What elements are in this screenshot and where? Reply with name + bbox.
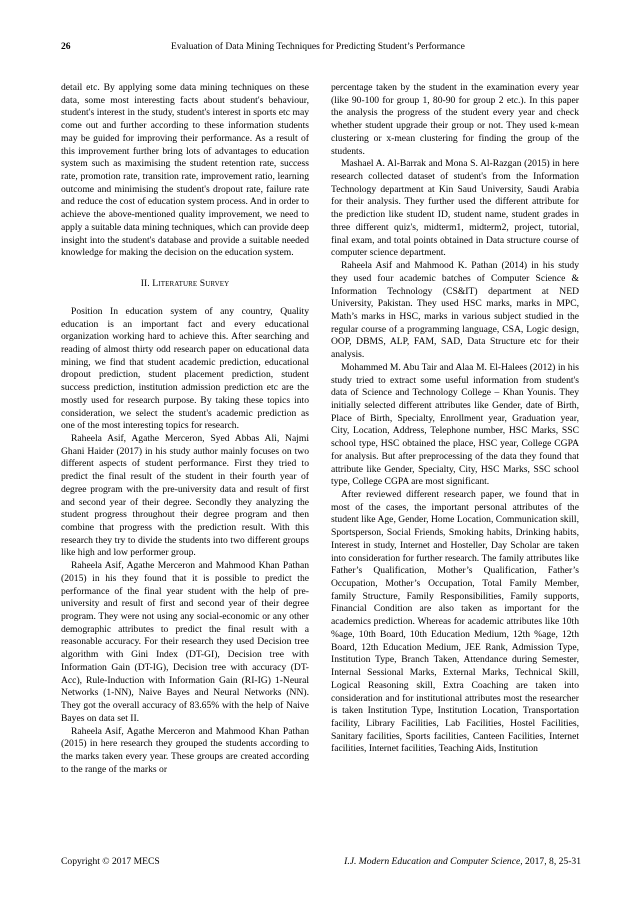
paragraph-intro-continued: detail etc. By applying some data mining techniques on these data, some most interesting facts about student's behaviour, student's interest in the study, student's interest in sports etc may come out and further according to these information students may be guided for improving their performance. As a result of this improvement further bring lots of advantages to education system such as maximising the student retention rate, success rate, promotion rate, transition rate, improvement ratio, learning outcome and minimising the student's dropout rate, failure rate and reduce the cost of education system process. And in order to achieve the above-mentioned quality improvement, we need to apply a suitable data mining techniques, which can provide deep insight into the student's database and provide a suitable needed knowledge for making the decision on the education system. [61,82,309,259]
section-heading-literature-survey: II. Literature Survey [140,278,230,290]
page-footer [61,855,581,869]
paragraph-asif-2014: Raheela Asif and Mahmood K. Pathan (2014) in his study they used four academic batches of Computer Science & Information Technology (CS&IT) department at NED University, Pakistan. They used HSC marks, marks in MPC, Math’s marks in HSC, marks in various subject studied in the regular course of a programming language, CSA, Logic design, OOP, DBMS, ALP, FAM, SAD, Data Structure etc for their analysis. [331,260,579,361]
running-title: Evaluation of Data Mining Techniques for Predicting Student’s Performance [171,41,465,52]
paragraph-attributes-summary: After reviewed different research paper, we found that in most of the cases, the important personal attributes of the student like Age, Gender, Home Location, Communication skill, Sportsperson, Social Friends, Smoking habits, Drinking habits, Interest in study, Internet and Hosteller, Day Scholar are taken into consideration for further research. The family attributes like Father’s Qualification, Mother’s Qualification, Father’s Occupation, Mother’s Occupation, Total Family Member, family Structure, Family Responsibilities, Family supports, Financial Condition are also taken as important for the academics prediction. Whereas for academic attributes like 10th %age, 10th Board, 10th Education Medium, 12th %age, 12th Board, 12th Education Medium, JEE Rank, Admission Type, Institution Type, Branch Taken, Attendance during Semester, Internal Sessional Marks, External Marks, Technical Skill, Logical Reasoning skill, Extra Coaching are taken into consideration and for institutional attributes most the researcher is taken Institution Type, Institution Location, Transportation facility, Library Facilities, Lab Facilities, Hostel Facilities, Sanitary facilities, Sports facilities, Canteen Facilities, Internet facilities, Internet facilities, Teaching Aids, Institution [331,489,579,755]
paragraph-survey-overview: Position In education system of any country, Quality education is an important fact and every educational organization working hard to achieve this. After searching and reading of almost thirty odd research paper on educational data mining, we find that student academic prediction, educational dropout prediction, student placement prediction, student success prediction, institution admission prediction etc are the mostly used for research purpose. By taking these topics into consideration, we select the student's academic prediction as one of the most interesting topics for research. [61,305,309,432]
right-column [331,82,579,756]
paragraph-asif-2015-b: Raheela Asif, Agathe Merceron and Mahmood Khan Pathan (2015) in here research they grouped the students according to the marks taken every year. These groups are created according to the range of the marks or [61,725,309,775]
journal-name: I.J. Modern Education and Computer Science, [344,856,523,867]
page-header [61,40,581,54]
paragraph-asif-2015-a: Raheela Asif, Agathe Merceron and Mahmood Khan Pathan (2015) in his they found that it is possible to predict the performance of the final year student with the help of pre-university and result of first and second year of their degree program. They were not using any social-economic or any other demographic attributes to predict the final result with a reasonable accuracy. For their research they used Decision tree algorithm with Gini Index (DT-GI), Decision tree with Information Gain (DT-IG), Decision tree with accuracy (DT-Acc), Rule-Induction with Information Gain (RI-IG) 1-Neural Networks (1-NN), Naive Bayes and Neural Networks (NN). They got the overall accuracy of 83.65% with the help of Naive Bayes on data set II. [61,560,309,724]
paragraph-asif-2015-b-continued: percentage taken by the student in the examination every year (like 90-100 for group 1, 80-90 for group 2 etc.). In this paper the analysis the progress of the student every year and check whether student upgrade their group or not. They used k-mean clustering or x-mean clustering for finding the group of the students. [331,82,579,157]
page-number: 26 [61,41,71,52]
left-column [61,82,309,776]
copyright-notice: Copyright © 2017 MECS [61,856,160,867]
paragraph-asif-2017: Raheela Asif, Agathe Merceron, Syed Abbas Ali, Najmi Ghani Haider (2017) in his study author mainly focuses on two different aspects of student performance. First they tried to predict the final result of the student in their fourth year of degree program with the pre-university data and result of first and second year of their degree. Secondly they analyzing the student progress throughout their degree program and then combine that progress with the prediction result. With this research they try to divide the students into two different groups like high and low performer group. [61,432,309,559]
journal-volume-pages: 2017, 8, 25-31 [522,856,581,867]
journal-citation [344,855,581,869]
paragraph-abu-tair-2012: Mohammed M. Abu Tair and Alaa M. El-Halees (2012) in his study tried to extract some useful information from student's data of Science and Technology College – Khan Younis. They initially selected different attributes like Gender, date of Birth, Place of Birth, Specialty, Enrollment year, Graduation year, City, Location, Address, Telephone number, HSC Marks, SSC school type, HSC obtained the place, HSC year, College CGPA for analysis. But after preprocessing of the data they found that attribute like Gender, Specialty, City, HSC Marks, SSC school type, College CGPA are most significant. [331,361,579,488]
paragraph-al-barrak-2015: Mashael A. Al-Barrak and Mona S. Al-Razgan (2015) in here research collected dataset of student's from the Information Technology department at Kin Saud University, Saudi Arabia for their analysis. They further used the different attribute for the prediction like student ID, student name, student grades in three different quiz's, midterm1, midterm2, project, tutorial, final exam, and total points obtained in Data structure course of computer science department. [331,158,579,259]
